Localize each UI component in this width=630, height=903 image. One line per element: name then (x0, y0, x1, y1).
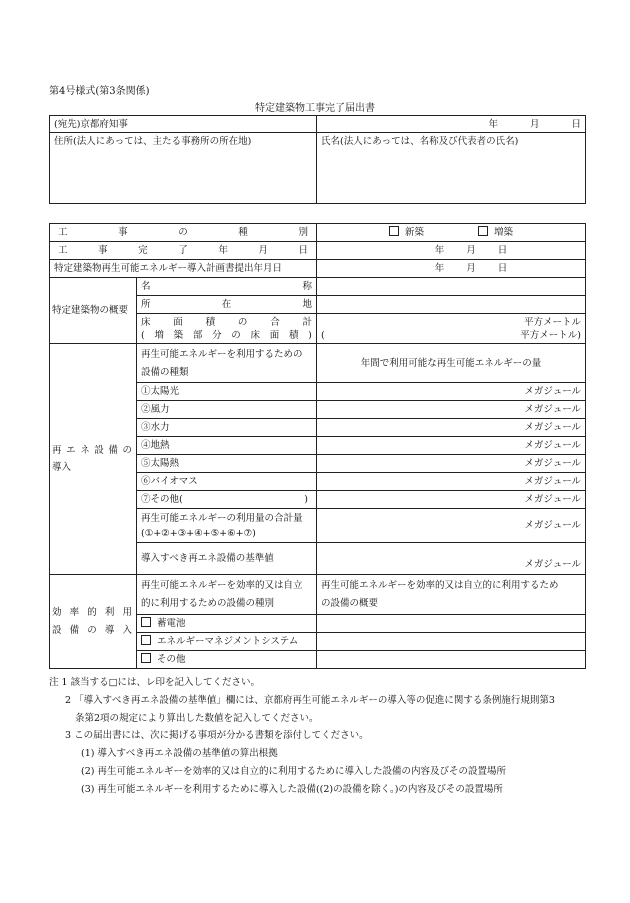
checkbox-ems[interactable] (141, 635, 151, 645)
renewable-value-solar[interactable]: メガジュール (317, 383, 586, 401)
renewable-item-solar-thermal: ⑤太陽熱 (137, 455, 317, 473)
note-2-cont: 条第2項の規定により算出した数値を記入してください。 (75, 712, 319, 724)
checkbox-other[interactable] (141, 653, 151, 663)
renewable-item-geothermal: ④地熱 (137, 437, 317, 455)
renewable-value-biomass[interactable]: メガジュール (317, 473, 586, 491)
note-3: 3 この届出書には、次に掲げる事項が分かる書類を添付してください。 (65, 730, 369, 742)
construction-type-options: 新築 増築 (317, 224, 586, 242)
submission-date: 年 月 日 (317, 116, 586, 133)
form-number: 第4号様式(第3条関係) (49, 86, 150, 97)
applicant-name-field[interactable] (317, 133, 586, 204)
building-name-field[interactable] (317, 278, 586, 296)
checkbox-new[interactable] (389, 226, 399, 236)
renewable-standard-label: 導入すべき再エネ設備の基準値 (137, 543, 317, 575)
renewable-total-value[interactable]: メガジュール (317, 509, 586, 543)
efficiency-overview-battery[interactable] (317, 615, 586, 633)
efficiency-option-other: その他 (137, 651, 317, 669)
renewable-item-solar: ①太陽光 (137, 383, 317, 401)
building-overview-label: 特定建築物の概要 (50, 278, 137, 344)
renewable-standard-value[interactable]: メガジュール (317, 543, 586, 575)
efficiency-header-right: 再生可能エネルギーを効率的又は自立的に利用するため の設備の概要 (317, 575, 586, 615)
page-title: 特定建築物工事完了届出書 (255, 103, 375, 114)
addressee: (宛先)京都府知事 (50, 116, 317, 133)
applicant-address-field[interactable] (50, 133, 317, 204)
renewable-value-hydro[interactable]: メガジュール (317, 419, 586, 437)
notes-section (49, 674, 589, 799)
renewable-value-other[interactable]: メガジュール (317, 491, 586, 509)
renewable-item-hydro: ③水力 (137, 419, 317, 437)
building-location-label: 所 在 地 (137, 296, 317, 314)
checkbox-battery[interactable] (141, 617, 151, 627)
plan-submission-label: 特定建築物再生可能エネルギー導入計画書提出年月日 (50, 260, 317, 278)
note-3-item-3: (3) 再生可能エネルギーを利用するために導入した設備((2)の設備を除く。)の内容及びその設置場所 (81, 783, 503, 795)
building-location-field[interactable] (317, 296, 586, 314)
note-3-item-1: (1) 導入すべき再エネ設備の基準値の算出根拠 (81, 748, 278, 760)
note-3-item-2: (2) 再生可能エネルギーを効率的又は自立的に利用するために導入した設備の内容及びその設置場所 (81, 765, 506, 777)
plan-submission-date-field[interactable]: 年 月 日 (317, 260, 586, 278)
efficiency-overview-other[interactable] (317, 651, 586, 669)
checkbox-extension[interactable] (478, 226, 488, 236)
building-name-label: 名 称 (137, 278, 317, 296)
note-1: 注 1 該当する□には、レ印を記入してください。 (49, 677, 261, 688)
renewable-header-left: 再生可能エネルギーを利用するための 設備の種類 (137, 344, 317, 383)
floor-area-field[interactable]: 平方メートル ( 平方メートル) (317, 314, 586, 344)
renewable-value-geothermal[interactable]: メガジュール (317, 437, 586, 455)
floor-area-label: 床 面 積 の 合 計 ( 増 築 部 分 の 床 面 積 ) (137, 314, 317, 344)
efficiency-option-battery: 蓄電池 (137, 615, 317, 633)
note-2: 2 「導入すべき再エネ設備の基準値」欄には、京都府再生可能エネルギーの導入等の促進に関する条例施行規則第3 (65, 694, 555, 706)
efficiency-option-ems: エネルギーマネジメントシステム (137, 633, 317, 651)
construction-type-label: 工 事 の 種 別 (50, 224, 317, 242)
renewable-section-label: 再 エ ネ 設 備 の 導入 (50, 344, 137, 575)
renewable-item-other: ⑦その他( ) (137, 491, 317, 509)
efficiency-header-left: 再生可能エネルギーを効率的又は自立 的に利用するための設備の種別 (137, 575, 317, 615)
efficiency-section-label: 効 率 的 利 用 設 備 の 導 入 (50, 575, 137, 669)
renewable-value-wind[interactable]: メガジュール (317, 401, 586, 419)
main-form-table (49, 223, 586, 669)
renewable-value-solar-thermal[interactable]: メガジュール (317, 455, 586, 473)
address-label: 住所(法人にあっては、主たる事務所の所在地) (54, 136, 252, 147)
renewable-header-right: 年間で利用可能な再生可能エネルギーの量 (317, 344, 586, 383)
renewable-item-wind: ②風力 (137, 401, 317, 419)
efficiency-overview-ems[interactable] (317, 633, 586, 651)
completion-date-label: 工 事 完 了 年 月 日 (50, 242, 317, 260)
completion-date-field[interactable]: 年 月 日 (317, 242, 586, 260)
renewable-total-label: 再生可能エネルギーの利用量の合計量 (①+②+③+④+⑤+⑥+⑦) (137, 509, 317, 543)
name-label: 氏名(法人にあっては、名称及び代表者の氏名) (321, 136, 519, 147)
header-table (49, 115, 586, 204)
renewable-item-biomass: ⑥バイオマス (137, 473, 317, 491)
